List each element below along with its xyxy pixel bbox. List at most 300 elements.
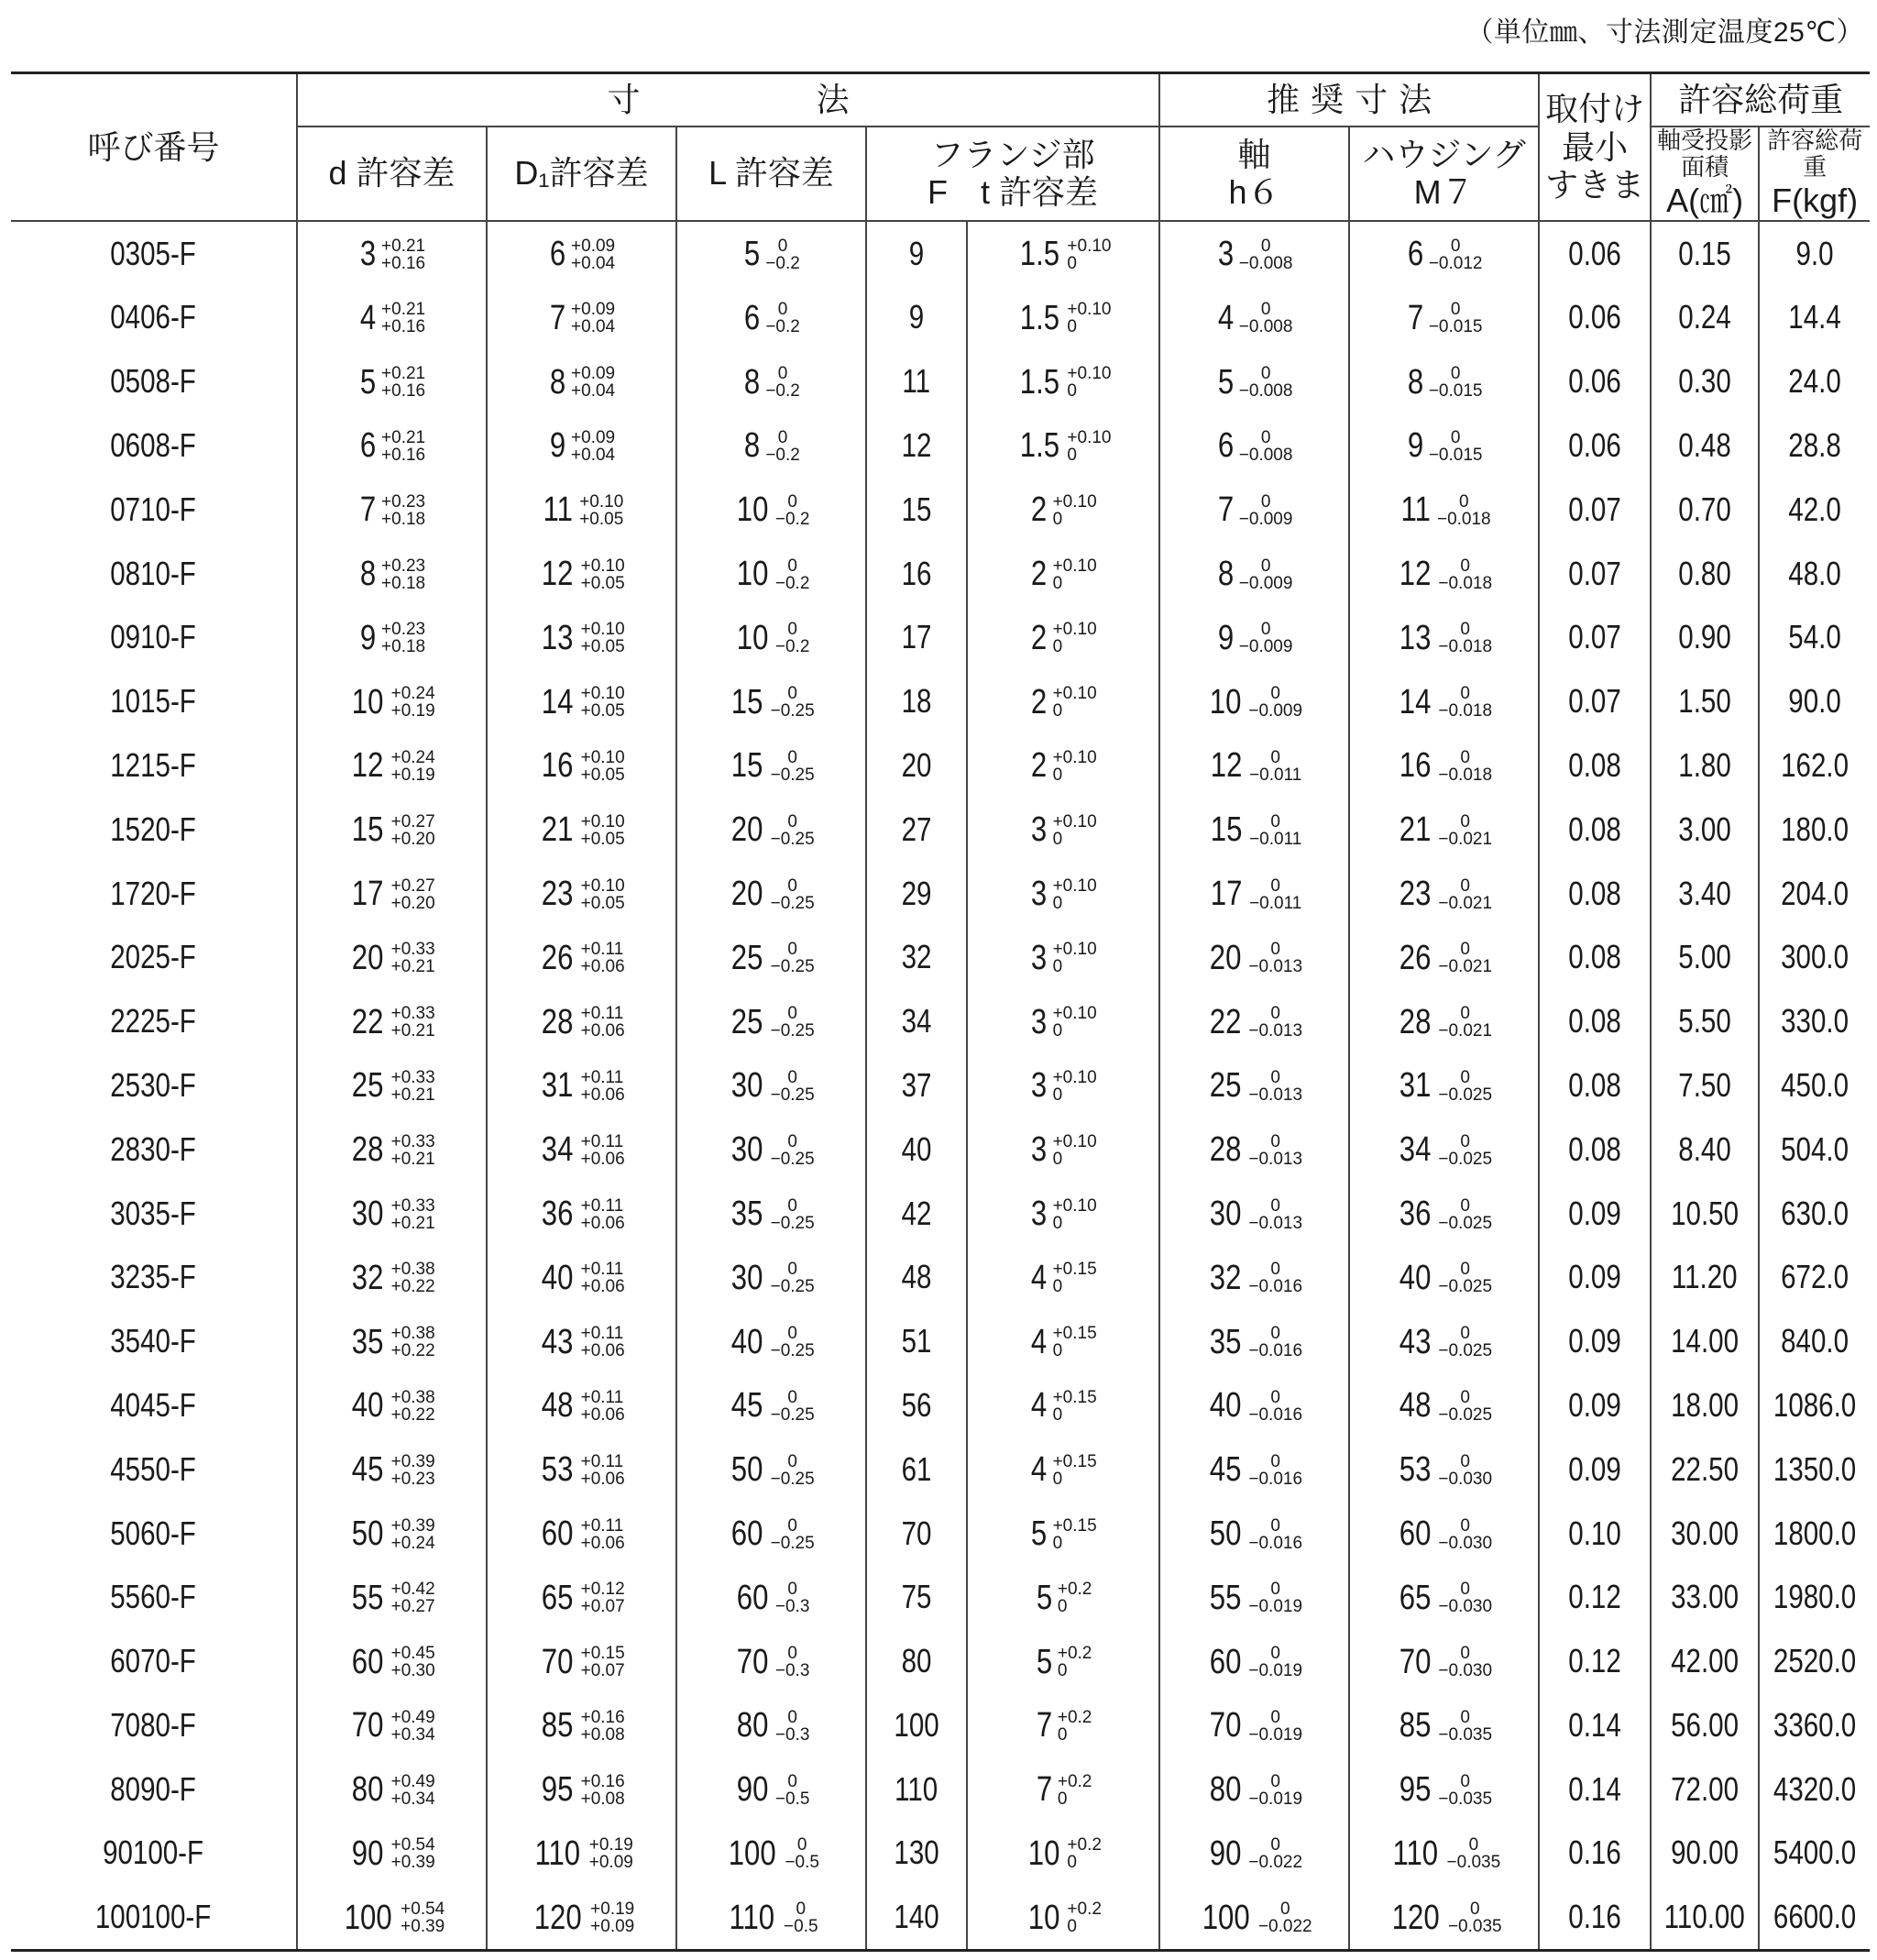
- tolerance-value: 65 +0.12 +0.07: [542, 1578, 625, 1617]
- cell-area: 7.50: [1651, 1053, 1759, 1118]
- cell-clearance: 0.08: [1539, 798, 1651, 862]
- cell-area: 0.90: [1651, 605, 1759, 669]
- cell-clearance: 0.10: [1539, 1502, 1651, 1566]
- cell-d: [297, 349, 487, 413]
- cell-d1: [487, 221, 676, 286]
- cell-shaft: [1159, 1822, 1349, 1886]
- cell-d: [297, 1373, 487, 1437]
- table-row: [11, 1822, 1870, 1886]
- cell-d1: [487, 1757, 676, 1822]
- cell-shaft: [1159, 798, 1349, 862]
- tolerance-value: 26 +0.11 +0.06: [542, 938, 625, 977]
- tolerance-value: 43 +0.11 +0.06: [542, 1322, 625, 1361]
- cell-flange-f: 18: [866, 669, 967, 733]
- tolerance-value: 3 +0.10 0: [1031, 938, 1097, 977]
- cell-force: 1800.0: [1759, 1502, 1870, 1566]
- cell-d: [297, 478, 487, 542]
- cell-flange-f: 56: [866, 1373, 967, 1437]
- tolerance-value: 3 0 −0.008: [1217, 235, 1293, 274]
- cell-d1: [487, 1565, 676, 1629]
- cell-d: [297, 1245, 487, 1309]
- tolerance-value: 36 +0.11 +0.06: [542, 1195, 625, 1234]
- tolerance-value: 9 0 −0.009: [1217, 618, 1293, 657]
- cell-d: [297, 1885, 487, 1950]
- tolerance-value: 10 0 −0.009: [1209, 682, 1303, 721]
- tolerance-value: 25 0 −0.25: [731, 938, 815, 977]
- cell-force: 3360.0: [1759, 1693, 1870, 1757]
- cell-flange-f: 40: [866, 1118, 967, 1182]
- tolerance-value: 20 0 −0.25: [731, 810, 815, 850]
- cell-area: 5.50: [1651, 989, 1759, 1053]
- cell-d: [297, 798, 487, 862]
- cell-d1: [487, 413, 676, 478]
- cell-shaft: [1159, 1502, 1349, 1566]
- cell-d1: [487, 1053, 676, 1118]
- cell-nominal: 2830-F: [110, 1129, 197, 1168]
- cell-flange-t: [967, 221, 1159, 286]
- tolerance-value: 17 +0.27 +0.20: [352, 875, 435, 914]
- cell-l: [676, 1629, 866, 1693]
- tolerance-value: 40 0 −0.025: [1399, 1258, 1493, 1297]
- tolerance-value: 3 +0.10 0: [1031, 810, 1097, 850]
- cell-d: [297, 1309, 487, 1373]
- cell-nominal: 0710-F: [110, 490, 197, 528]
- tolerance-value: 7 +0.09 +0.04: [549, 298, 616, 337]
- cell-flange-f: 70: [866, 1502, 967, 1566]
- cell-l: [676, 669, 866, 733]
- cell-d1: [487, 285, 676, 349]
- tolerance-value: 21 +0.10 +0.05: [542, 810, 625, 850]
- cell-area: 42.00: [1651, 1629, 1759, 1693]
- cell-d: [297, 1757, 487, 1822]
- cell-flange-f: 100: [866, 1693, 967, 1757]
- cell-housing: [1349, 1502, 1539, 1566]
- cell-flange-f: 34: [866, 989, 967, 1053]
- cell-flange-f: 61: [866, 1437, 967, 1502]
- cell-l: [676, 1502, 866, 1566]
- tolerance-value: 8 0 −0.009: [1217, 555, 1293, 594]
- tolerance-value: 20 0 −0.013: [1209, 938, 1303, 977]
- tolerance-value: 2 +0.10 0: [1031, 618, 1097, 657]
- tolerance-value: 28 0 −0.013: [1209, 1130, 1303, 1170]
- cell-shaft: [1159, 989, 1349, 1053]
- tolerance-value: 120 +0.19 +0.09: [533, 1898, 635, 1937]
- cell-nominal: 0305-F: [11, 221, 297, 286]
- tolerance-value: 60 0 −0.030: [1399, 1514, 1493, 1553]
- table-row: [11, 1565, 1870, 1629]
- tolerance-value: 15 +0.27 +0.20: [352, 810, 435, 850]
- cell-area: 33.00: [1651, 1565, 1759, 1629]
- tolerance-value: 35 0 −0.016: [1209, 1322, 1303, 1361]
- tolerance-value: 8 0 −0.015: [1407, 362, 1483, 402]
- cell-d1: [487, 478, 676, 542]
- tolerance-value: 70 +0.49 +0.34: [352, 1706, 435, 1745]
- cell-shaft: [1159, 1437, 1349, 1502]
- cell-area: 3.00: [1651, 798, 1759, 862]
- cell-force: 4320.0: [1759, 1757, 1870, 1822]
- cell-shaft: [1159, 1757, 1349, 1822]
- cell-area: 0.15: [1651, 221, 1759, 286]
- cell-nominal: 3035-F: [110, 1194, 197, 1232]
- tolerance-value: 7 0 −0.009: [1217, 490, 1293, 530]
- tolerance-value: 7 +0.2 0: [1036, 1706, 1092, 1745]
- table-row: [11, 1118, 1870, 1182]
- cell-l: [676, 1693, 866, 1757]
- cell-clearance: 0.07: [1539, 542, 1651, 606]
- cell-nominal: 3235-F: [110, 1258, 197, 1296]
- cell-shaft: [1159, 605, 1349, 669]
- tolerance-value: 85 +0.16 +0.08: [542, 1706, 625, 1745]
- cell-housing: [1349, 542, 1539, 606]
- cell-l: [676, 1245, 866, 1309]
- cell-flange-f: 130: [866, 1822, 967, 1886]
- cell-clearance: 0.07: [1539, 669, 1651, 733]
- tolerance-value: 40 0 −0.016: [1209, 1386, 1303, 1426]
- cell-l: [676, 1373, 866, 1437]
- table-row: [11, 413, 1870, 478]
- cell-flange-t: [967, 605, 1159, 669]
- cell-d1: [487, 1245, 676, 1309]
- table-row: [11, 1309, 1870, 1373]
- cell-flange-t: [967, 1373, 1159, 1437]
- tolerance-value: 1.5 +0.10 0: [1019, 298, 1112, 337]
- tolerance-value: 3 +0.10 0: [1031, 1066, 1097, 1106]
- tolerance-value: 12 +0.10 +0.05: [542, 555, 625, 594]
- header-d1: D₁許容差: [487, 127, 676, 221]
- cell-d: [297, 669, 487, 733]
- cell-nominal: 90100-F: [103, 1833, 204, 1872]
- cell-d: [297, 1822, 487, 1886]
- tolerance-value: 22 +0.33 +0.21: [352, 1002, 435, 1041]
- tolerance-value: 5 +0.15 0: [1031, 1514, 1097, 1553]
- tolerance-value: 10 +0.2 0: [1027, 1898, 1102, 1937]
- cell-d: [297, 925, 487, 989]
- cell-housing: [1349, 989, 1539, 1053]
- cell-flange-t: [967, 1245, 1159, 1309]
- tolerance-value: 1.5 +0.10 0: [1019, 235, 1112, 274]
- cell-area: 0.48: [1651, 413, 1759, 478]
- cell-nominal: 1720-F: [110, 874, 197, 912]
- cell-shaft: [1159, 1182, 1349, 1246]
- tolerance-value: 3 +0.10 0: [1031, 1130, 1097, 1170]
- tolerance-value: 10 +0.2 0: [1027, 1833, 1102, 1873]
- cell-force: 204.0: [1759, 862, 1870, 926]
- tolerance-value: 14 0 −0.018: [1399, 682, 1493, 721]
- cell-d: [297, 413, 487, 478]
- cell-l: [676, 798, 866, 862]
- tolerance-value: 95 0 −0.035: [1399, 1770, 1493, 1810]
- cell-area: 18.00: [1651, 1373, 1759, 1437]
- table-row: [11, 1182, 1870, 1246]
- tolerance-value: 6 0 −0.012: [1407, 235, 1483, 274]
- cell-d: [297, 285, 487, 349]
- cell-flange-t: [967, 1822, 1159, 1886]
- tolerance-value: 50 +0.39 +0.24: [352, 1514, 435, 1553]
- cell-flange-f: 42: [866, 1182, 967, 1246]
- tolerance-value: 60 +0.45 +0.30: [352, 1642, 435, 1681]
- cell-nominal: 6070-F: [110, 1642, 197, 1680]
- cell-flange-t: [967, 798, 1159, 862]
- cell-nominal: 4550-F: [110, 1449, 197, 1488]
- tolerance-value: 36 0 −0.025: [1399, 1195, 1493, 1234]
- table-row: [11, 669, 1870, 733]
- tolerance-value: 2 +0.10 0: [1031, 490, 1097, 530]
- tolerance-value: 31 0 −0.025: [1399, 1066, 1493, 1106]
- table-row: [11, 221, 1870, 286]
- cell-l: [676, 349, 866, 413]
- cell-nominal: 5060-F: [110, 1514, 197, 1552]
- cell-force: 1350.0: [1759, 1437, 1870, 1502]
- cell-d1: [487, 1182, 676, 1246]
- cell-flange-f: 15: [866, 478, 967, 542]
- cell-d: [297, 1118, 487, 1182]
- cell-flange-t: [967, 542, 1159, 606]
- cell-area: 8.40: [1651, 1118, 1759, 1182]
- tolerance-value: 60 0 −0.019: [1209, 1642, 1303, 1681]
- cell-housing: [1349, 413, 1539, 478]
- header-nominal: 呼び番号: [11, 73, 297, 221]
- tolerance-value: 5 0 −0.2: [744, 235, 800, 274]
- table-row: [11, 1245, 1870, 1309]
- cell-flange-t: [967, 1309, 1159, 1373]
- tolerance-value: 35 0 −0.25: [731, 1195, 815, 1234]
- cell-clearance: 0.08: [1539, 733, 1651, 798]
- cell-d1: [487, 542, 676, 606]
- cell-d1: [487, 862, 676, 926]
- cell-housing: [1349, 733, 1539, 798]
- cell-clearance: 0.09: [1539, 1309, 1651, 1373]
- tolerance-value: 60 +0.11 +0.06: [542, 1514, 625, 1553]
- table-row: [11, 798, 1870, 862]
- tolerance-value: 31 +0.11 +0.06: [542, 1066, 625, 1106]
- cell-flange-t: [967, 1693, 1159, 1757]
- cell-housing: [1349, 349, 1539, 413]
- cell-nominal: 100100-F: [11, 1885, 297, 1950]
- cell-flange-f: 48: [866, 1245, 967, 1309]
- cell-clearance: 0.14: [1539, 1693, 1651, 1757]
- tolerance-value: 15 0 −0.011: [1210, 810, 1302, 850]
- tolerance-value: 13 0 −0.018: [1399, 618, 1493, 657]
- cell-nominal: 4045-F: [110, 1385, 197, 1424]
- cell-shaft: [1159, 221, 1349, 286]
- tolerance-value: 34 +0.11 +0.06: [542, 1130, 625, 1170]
- cell-clearance: 0.14: [1539, 1757, 1651, 1822]
- cell-l: [676, 1565, 866, 1629]
- cell-flange-t: [967, 285, 1159, 349]
- cell-force: 5400.0: [1759, 1822, 1870, 1886]
- cell-clearance: 0.08: [1539, 989, 1651, 1053]
- cell-force: 840.0: [1759, 1309, 1870, 1373]
- cell-d: [297, 733, 487, 798]
- table-row: [11, 862, 1870, 926]
- header-clearance: 取付け 最小 すきま: [1539, 73, 1651, 221]
- tolerance-value: 20 0 −0.25: [731, 875, 815, 914]
- cell-d1: [487, 798, 676, 862]
- cell-l: [676, 1309, 866, 1373]
- cell-area: 14.00: [1651, 1309, 1759, 1373]
- cell-l: [676, 413, 866, 478]
- cell-nominal: 0910-F: [110, 618, 197, 656]
- cell-shaft: [1159, 1885, 1349, 1950]
- header-flange: フランジ部 F t 許容差: [866, 127, 1159, 221]
- cell-housing: [1349, 1182, 1539, 1246]
- cell-force: 90.0: [1759, 669, 1870, 733]
- cell-force: 28.8: [1759, 413, 1870, 478]
- cell-shaft: [1159, 1118, 1349, 1182]
- cell-l: [676, 862, 866, 926]
- cell-d1: [487, 1118, 676, 1182]
- tolerance-value: 10 0 −0.2: [736, 618, 810, 657]
- cell-d1: [487, 349, 676, 413]
- tolerance-value: 23 +0.10 +0.05: [542, 875, 625, 914]
- tolerance-value: 32 0 −0.016: [1209, 1258, 1303, 1297]
- tolerance-value: 6 0 −0.2: [744, 298, 800, 337]
- tolerance-value: 3 +0.21 +0.16: [359, 235, 426, 274]
- tolerance-value: 7 +0.2 0: [1036, 1770, 1092, 1810]
- tolerance-value: 6 +0.09 +0.04: [549, 235, 616, 274]
- cell-force: 54.0: [1759, 605, 1870, 669]
- cell-flange-f: 140: [866, 1885, 967, 1950]
- tolerance-value: 80 0 −0.019: [1209, 1770, 1303, 1810]
- table-row: [11, 1053, 1870, 1118]
- table-row: [11, 1373, 1870, 1437]
- cell-area: 0.70: [1651, 478, 1759, 542]
- cell-shaft: [1159, 669, 1349, 733]
- cell-nominal: 7080-F: [110, 1705, 197, 1744]
- tolerance-value: 80 0 −0.3: [736, 1706, 810, 1745]
- cell-nominal: 0508-F: [110, 362, 197, 401]
- cell-d1: [487, 669, 676, 733]
- tolerance-value: 16 0 −0.018: [1399, 746, 1493, 786]
- table-row: [11, 989, 1870, 1053]
- header-dimensions: 寸 法: [297, 73, 1159, 127]
- cell-l: [676, 1885, 866, 1950]
- tolerance-value: 25 +0.33 +0.21: [352, 1066, 435, 1106]
- cell-nominal: 0608-F: [110, 425, 197, 464]
- tolerance-value: 110 0 −0.035: [1392, 1833, 1501, 1873]
- tolerance-value: 17 0 −0.011: [1210, 875, 1302, 914]
- cell-flange-t: [967, 862, 1159, 926]
- tolerance-value: 4 +0.15 0: [1031, 1322, 1097, 1361]
- cell-nominal: 2530-F: [110, 1065, 197, 1104]
- table-row: [11, 285, 1870, 349]
- cell-force: 14.4: [1759, 285, 1870, 349]
- tolerance-value: 9 +0.23 +0.18: [359, 618, 426, 657]
- cell-housing: [1349, 1437, 1539, 1502]
- tolerance-value: 25 0 −0.25: [731, 1002, 815, 1041]
- tolerance-value: 70 0 −0.019: [1209, 1706, 1303, 1745]
- cell-d: [297, 1182, 487, 1246]
- header-housing: ハウジング M７: [1349, 127, 1539, 221]
- cell-force: 24.0: [1759, 349, 1870, 413]
- table-body: [11, 221, 1870, 1951]
- cell-nominal: 2025-F: [110, 938, 197, 976]
- spec-table: [11, 72, 1870, 1952]
- cell-d: [297, 1565, 487, 1629]
- cell-flange-t: [967, 989, 1159, 1053]
- cell-area: 0.24: [1651, 285, 1759, 349]
- tolerance-value: 80 +0.49 +0.34: [352, 1770, 435, 1810]
- tolerance-value: 34 0 −0.025: [1399, 1130, 1493, 1170]
- table-row: [11, 1693, 1870, 1757]
- cell-area: 56.00: [1651, 1693, 1759, 1757]
- table-header: [11, 73, 1870, 221]
- cell-housing: [1349, 478, 1539, 542]
- cell-clearance: 0.16: [1539, 1822, 1651, 1886]
- tolerance-value: 90 +0.54 +0.39: [352, 1833, 435, 1873]
- cell-housing: [1349, 1757, 1539, 1822]
- cell-flange-t: [967, 733, 1159, 798]
- header-shaft: 軸 h６: [1159, 127, 1349, 221]
- tolerance-value: 4 0 −0.008: [1217, 298, 1293, 337]
- tolerance-value: 45 0 −0.016: [1209, 1450, 1303, 1490]
- cell-flange-f: 9: [866, 221, 967, 286]
- tolerance-value: 4 +0.15 0: [1031, 1258, 1097, 1297]
- tolerance-value: 3 +0.10 0: [1031, 1002, 1097, 1041]
- tolerance-value: 100 0 −0.022: [1202, 1898, 1312, 1937]
- cell-flange-f: 17: [866, 605, 967, 669]
- tolerance-value: 9 0 −0.015: [1407, 426, 1483, 466]
- tolerance-value: 60 0 −0.3: [736, 1578, 810, 1617]
- cell-force: 630.0: [1759, 1182, 1870, 1246]
- tolerance-value: 6 0 −0.008: [1217, 426, 1293, 466]
- cell-d: [297, 542, 487, 606]
- cell-d: [297, 1693, 487, 1757]
- cell-d: [297, 605, 487, 669]
- cell-force: 672.0: [1759, 1245, 1870, 1309]
- tolerance-value: 14 +0.10 +0.05: [542, 682, 625, 721]
- cell-d: [297, 1053, 487, 1118]
- cell-housing: [1349, 798, 1539, 862]
- cell-area: 11.20: [1651, 1245, 1759, 1309]
- table-row: [11, 1437, 1870, 1502]
- cell-nominal: 0406-F: [110, 298, 197, 336]
- tolerance-value: 4 +0.15 0: [1031, 1386, 1097, 1426]
- cell-d1: [487, 925, 676, 989]
- cell-housing: [1349, 285, 1539, 349]
- cell-d1: [487, 1309, 676, 1373]
- tolerance-value: 53 0 −0.030: [1399, 1450, 1493, 1490]
- cell-flange-f: 9: [866, 285, 967, 349]
- tolerance-value: 35 +0.38 +0.22: [352, 1322, 435, 1361]
- cell-area: 0.30: [1651, 349, 1759, 413]
- tolerance-value: 2 +0.10 0: [1031, 682, 1097, 721]
- cell-flange-t: [967, 1502, 1159, 1566]
- tolerance-value: 5 +0.21 +0.16: [359, 362, 426, 402]
- tolerance-value: 60 0 −0.25: [731, 1514, 815, 1553]
- tolerance-value: 5 +0.2 0: [1036, 1578, 1092, 1617]
- tolerance-value: 110 0 −0.5: [729, 1898, 818, 1937]
- tolerance-value: 90 0 −0.5: [736, 1770, 810, 1810]
- tolerance-value: 12 +0.24 +0.19: [352, 746, 435, 786]
- cell-d1: [487, 1437, 676, 1502]
- cell-d1: [487, 733, 676, 798]
- cell-l: [676, 1182, 866, 1246]
- table-row: [11, 542, 1870, 606]
- cell-housing: [1349, 1118, 1539, 1182]
- cell-flange-t: [967, 413, 1159, 478]
- cell-area: 90.00: [1651, 1822, 1759, 1886]
- cell-l: [676, 221, 866, 286]
- cell-clearance: 0.09: [1539, 1437, 1651, 1502]
- cell-flange-f: 12: [866, 413, 967, 478]
- cell-d1: [487, 1502, 676, 1566]
- cell-nominal: 1015-F: [110, 682, 197, 721]
- tolerance-value: 11 0 −0.018: [1400, 490, 1491, 530]
- cell-housing: [1349, 1629, 1539, 1693]
- tolerance-value: 30 0 −0.25: [731, 1130, 815, 1170]
- cell-area: 110.00: [1651, 1885, 1759, 1950]
